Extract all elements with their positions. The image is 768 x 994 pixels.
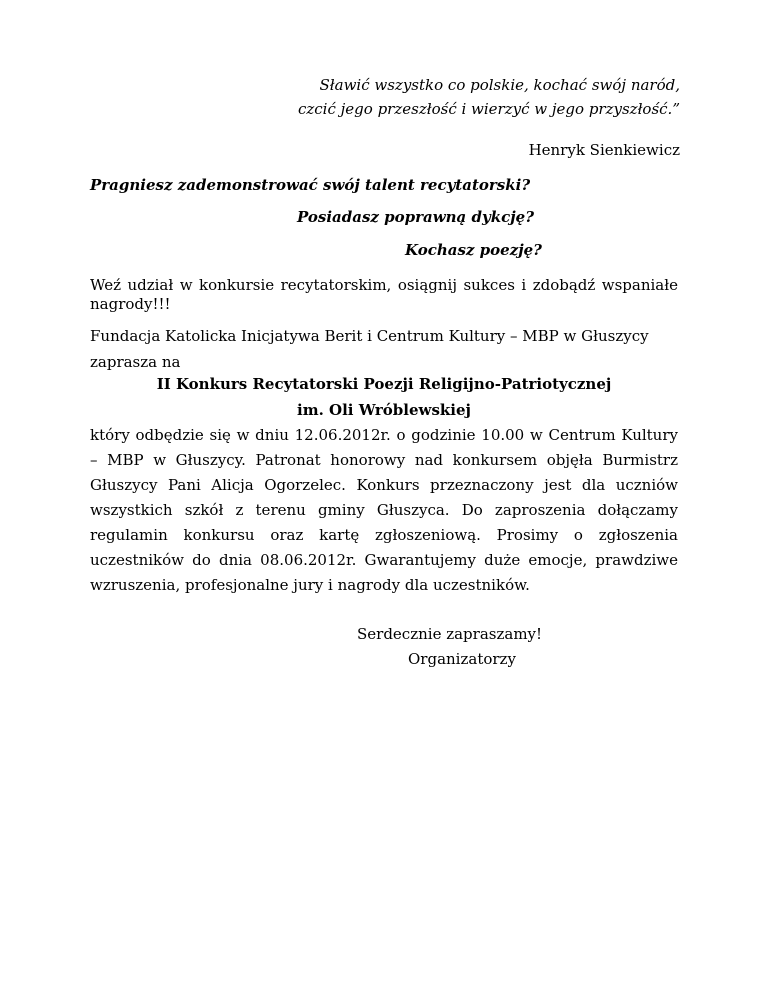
contest-title: II Konkurs Recytatorski Poezji Religijno-Patriotycznej: [156, 375, 612, 393]
body-line-5: regulamin konkursu oraz kartę zgłoszeniową. Prosimy o zgłoszenia: [90, 526, 678, 544]
body-line-7: wzruszenia, profesjonalne jury i nagrody dla uczestników.: [90, 576, 530, 594]
body-line-3: Głuszycy Pani Alicja Ogorzelec. Konkurs przeznaczony jest dla uczniów: [90, 476, 678, 494]
closing-greeting: Serdecznie zapraszamy!: [357, 625, 543, 643]
body-line-6: uczestników do dnia 08.06.2012r. Gwarantujemy duże emocje, prawdziwe: [90, 551, 678, 569]
body-line-1: który odbędzie się w dniu 12.06.2012r. o godzinie 10.00 w Centrum Kultury: [90, 426, 678, 444]
invite-line-1: Weź udział w konkursie recytatorskim, osiągnij sukces i zdobądź wspaniałe: [90, 276, 678, 294]
quote-line-2: czcić jego przeszłość i wierzyć w jego przyszłość.”: [297, 100, 680, 118]
quote-line-1: Sławić wszystko co polskie, kochać swój naród,: [319, 76, 680, 94]
body-line-4: wszystkich szkół z terenu gminy Głuszyca. Do zaproszenia dołączamy: [90, 501, 678, 519]
invite-line-2: nagrody!!!: [90, 295, 171, 313]
question-talent: Pragniesz zademonstrować swój talent recytatorski?: [90, 176, 531, 194]
closing-signature: Organizatorzy: [408, 650, 516, 668]
contest-subtitle: im. Oli Wróblewskiej: [297, 401, 471, 419]
question-poetry: Kochasz poezję?: [405, 241, 542, 259]
organizer-line-2: zaprasza na: [90, 353, 181, 371]
body-line-2: – MBP w Głuszycy. Patronat honorowy nad konkursem objęła Burmistrz: [90, 451, 678, 469]
quote-author: Henryk Sienkiewicz: [528, 141, 680, 159]
question-diction: Posiadasz poprawną dykcję?: [297, 208, 534, 226]
organizer-line-1: Fundacja Katolicka Inicjatywa Berit i Centrum Kultury – MBP w Głuszycy: [90, 327, 649, 345]
